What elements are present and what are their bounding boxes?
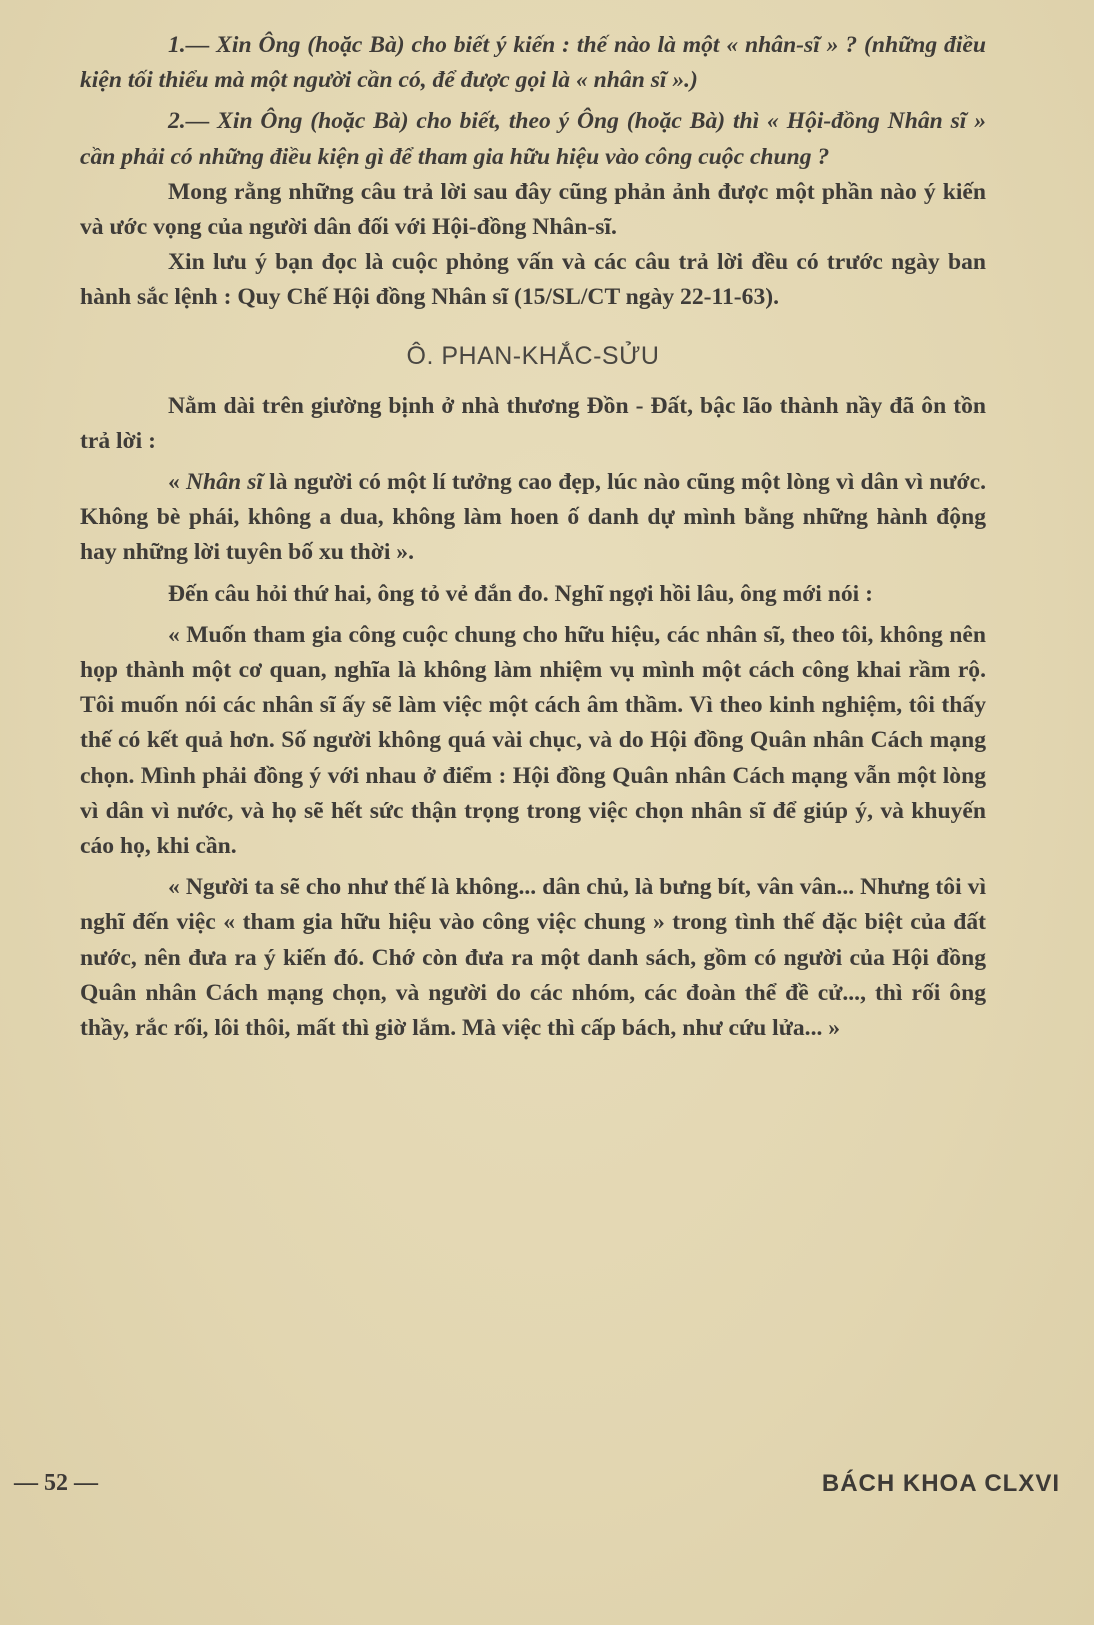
body-paragraph-2 — [80, 465, 986, 571]
intro-paragraph-2: Xin lưu ý bạn đọc là cuộc phỏng vấn và các câu trả lời đều có trước ngày ban hành sắc lệnh : Quy Chế Hội đồng Nhân sĩ (15/SL/CT ngày 22-11-63). — [80, 249, 986, 311]
body-paragraph-5: « Người ta sẽ cho như thế là không... dân chủ, là bưng bít, vân vân... Nhưng tôi vì nghĩ đến việc « tham gia hữu hiệu vào công việc chung » trong tình thế đặc biệt của đất nước, nên đưa ra ý kiến đó. Chớ còn đưa ra một danh sách, gồm có người của Hội đồng Quân nhân Cách mạng chọn, và người do các nhóm, các đoàn thể đề cử..., thì rối ông thầy, rắc rối, lôi thôi, mất thì giờ lắm. Mà việc thì cấp bách, như cứu lửa... » — [80, 874, 986, 1042]
intro-paragraph-1: Mong rằng những câu trả lời sau đây cũng phản ảnh được một phần nào ý kiến và ước vọng của người dân đối với Hội-đồng Nhân-sĩ. — [80, 178, 986, 241]
page-number: — 52 — — [14, 1470, 98, 1496]
question-1: 1.— Xin Ông (hoặc Bà) cho biết ý kiến : thế nào là một « nhân-sĩ » ? (những điều kiện tối thiểu mà một người cần có, để được gọi là « nhân sĩ ».) — [80, 32, 986, 94]
body-paragraph-1: Nằm dài trên giường bịnh ở nhà thương Đồn - Đất, bậc lão thành nầy đã ôn tồn trả lời : — [80, 392, 986, 454]
magazine-title: BÁCH KHOA CLXVI — [821, 1470, 1060, 1497]
body-paragraph-3: Đến câu hỏi thứ hai, ông tỏ vẻ đắn đo. Nghĩ ngợi hồi lâu, ông mới nói : — [168, 580, 873, 607]
body-paragraph-4: « Muốn tham gia công cuộc chung cho hữu hiệu, các nhân sĩ, theo tôi, không nên họp thành một cơ quan, nghĩa là không làm nhiệm vụ mình một cách công khai rầm rộ. Tôi muốn nói các nhân sĩ ấy sẽ làm việc một cách âm thầm. Vì theo kinh nghiệm, tôi thấy thế có kết quả hơn. Số người không quá vài chục, và do Hội đồng Quân nhân Cách mạng chọn. Mình phải đồng ý với nhau ở điểm : Hội đồng Quân nhân Cách mạng vẫn một lòng vì dân vì nước, và họ sẽ hết sức thận trọng trong việc chọn nhân sĩ để giúp ý, và khuyến cáo họ, khi cần. — [80, 621, 986, 860]
question-2: 2.— Xin Ông (hoặc Bà) cho biết, theo ý Ông (hoặc Bà) thì « Hội-đồng Nhân sĩ » cần phải có những điều kiện gì để tham gia hữu hiệu vào công cuộc chung ? — [80, 108, 986, 170]
page-footer — [0, 1470, 1094, 1506]
italic-term: Nhân sĩ — [185, 469, 263, 496]
section-heading: Ô. PHAN-KHẮC-SỬU — [406, 341, 660, 370]
text-column — [80, 28, 986, 1046]
body-paragraph-2-text: là người có một lí tưởng cao đẹp, lúc nào cũng một lòng vì dân vì nước. Không bè phái, không a dua, không làm hoen ố danh dự mình bằng những hành động hay những lời tuyên bố xu thời ». — [80, 469, 986, 566]
quote-open: « — [168, 469, 186, 496]
